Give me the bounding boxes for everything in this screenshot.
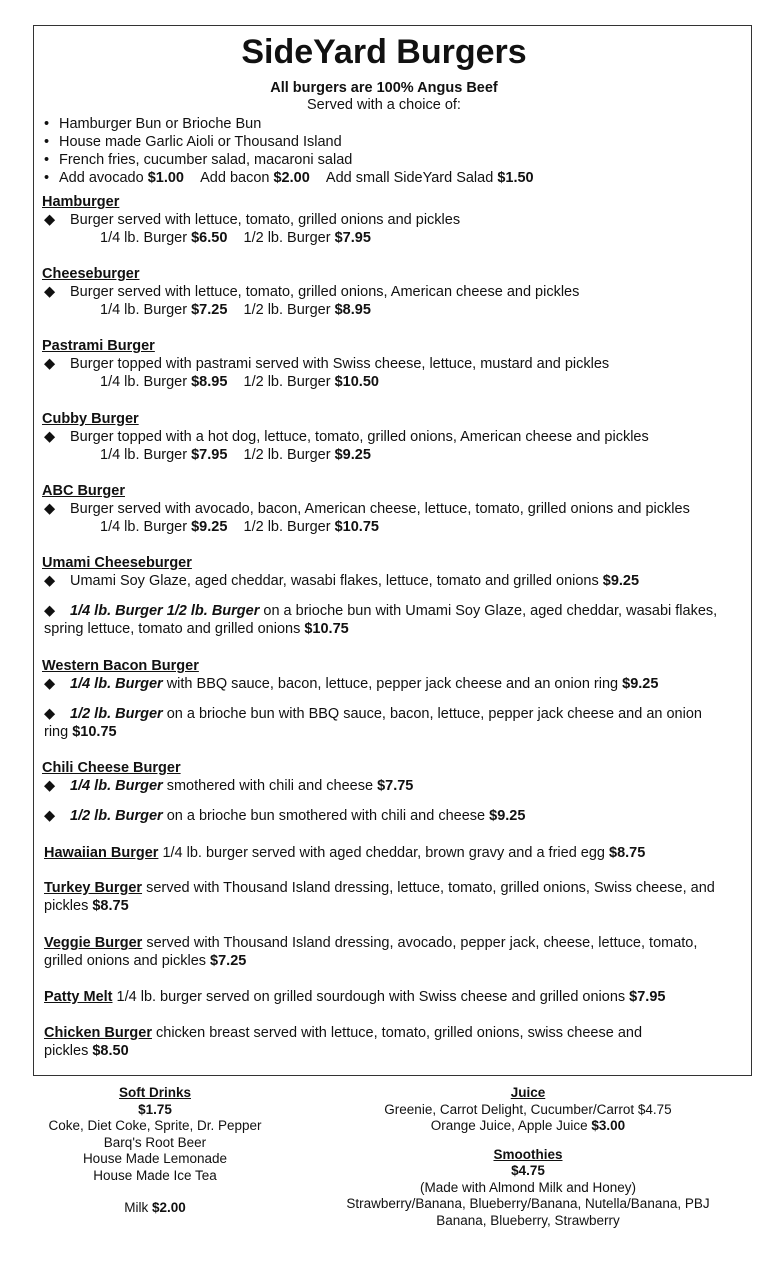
served-with: Served with a choice of: xyxy=(307,97,461,113)
section-heading: ABC Burger xyxy=(42,482,125,499)
menu-item: ◆ 1/4 lb. Burger with BBQ sauce, bacon, lettuce, pepper jack cheese and an onion ring $9.25 xyxy=(44,676,659,692)
section-heading: Pastrami Burger xyxy=(42,338,155,355)
menu-item: Hawaiian Burger 1/4 lb. burger served with aged cheddar, brown gravy and a fried egg $8.75 xyxy=(44,845,646,861)
price-line: 1/4 lb. Burger $7.95 1/2 lb. Burger $9.25 xyxy=(100,446,371,463)
section-heading: Cubby Burger xyxy=(42,410,139,427)
addons-line: • Add avocado $1.00 Add bacon $2.00 Add small SideYard Salad $1.50 xyxy=(44,170,534,186)
menu-item: Chicken Burger chicken breast served with lettuce, tomato, grilled onions, swiss cheese and pickles $8.50 xyxy=(44,1025,643,1059)
menu-item: ◆ 1/2 lb. Burger on a brioche bun smothered with chili and cheese $9.25 xyxy=(44,808,526,824)
menu-item: ◆ Burger topped with pastrami served with Swiss cheese, lettuce, mustard and pickles xyxy=(44,356,610,373)
section-heading: Western Bacon Burger xyxy=(42,658,199,674)
menu-item: Veggie Burger served with Thousand Island dressing, avocado, pepper jack, cheese, lettuce, tomato, grilled onions and pickles $7.25 xyxy=(44,935,698,969)
section-heading: Hamburger xyxy=(42,194,120,210)
menu-item: ◆ 1/4 lb. Burger 1/2 lb. Burger on a brioche bun with Umami Soy Glaze, aged cheddar, wasabi flakes, spring lettuce, tomato and grilled onions $10.75 xyxy=(44,603,718,637)
section-heading: Chili Cheese Burger xyxy=(42,760,181,776)
section-heading: Cheeseburger xyxy=(42,266,140,283)
soft-drinks: Soft Drinks $1.75 Coke, Diet Coke, Sprite, Dr. Pepper Barq's Root Beer House Made Lemonade House Made Ice Tea Milk $2.00 xyxy=(48,1085,262,1215)
subtitle: All burgers are 100% Angus Beef xyxy=(270,80,498,96)
menu-item: ◆ 1/4 lb. Burger smothered with chili and cheese $7.75 xyxy=(44,778,414,794)
price-line: 1/4 lb. Burger $9.25 1/2 lb. Burger $10.75 xyxy=(100,518,379,535)
menu-item: ◆ Burger served with avocado, bacon, American cheese, lettuce, tomato, grilled onions and pickles xyxy=(44,500,690,517)
price-line: 1/4 lb. Burger $6.50 1/2 lb. Burger $7.95 xyxy=(100,230,371,246)
price-line: 1/4 lb. Burger $7.25 1/2 lb. Burger $8.95 xyxy=(100,302,371,319)
menu-item: ◆ Burger topped with a hot dog, lettuce, tomato, grilled onions, American cheese and pickles xyxy=(44,428,649,445)
juice-smoothies: Juice Greenie, Carrot Delight, Cucumber/Carrot $4.75 Orange Juice, Apple Juice $3.00 Smoothies $4.75 (Made with Almond Milk and Honey) Strawberry/Banana, Blueberry/Banana, Nutella/Banana, PBJ Banana, Blueberry, Strawberry xyxy=(346,1085,710,1228)
menu-item: ◆ Burger served with lettuce, tomato, grilled onions and pickles xyxy=(44,212,461,228)
menu-item: ◆ Umami Soy Glaze, aged cheddar, wasabi flakes, lettuce, tomato and grilled onions $9.25 xyxy=(44,573,640,589)
menu-title: SideYard Burgers xyxy=(241,33,527,71)
choice-item: • Hamburger Bun or Brioche Bun xyxy=(44,116,262,132)
menu-item: ◆ Burger served with lettuce, tomato, grilled onions, American cheese and pickles xyxy=(44,284,580,301)
choice-item: • French fries, cucumber salad, macaroni salad xyxy=(44,152,353,168)
choice-item: • House made Garlic Aioli or Thousand Island xyxy=(44,134,342,150)
menu-item: Patty Melt 1/4 lb. burger served on grilled sourdough with Swiss cheese and grilled onions $7.95 xyxy=(44,989,666,1005)
price-line: 1/4 lb. Burger $8.95 1/2 lb. Burger $10.50 xyxy=(100,374,379,391)
menu-item: ◆ 1/2 lb. Burger on a brioche bun with BBQ sauce, bacon, lettuce, pepper jack cheese and an onion ring $10.75 xyxy=(44,706,702,740)
menu-item: Turkey Burger served with Thousand Island dressing, lettuce, tomato, grilled onions, Swiss cheese, and pickles $8.75 xyxy=(44,880,715,914)
section-heading: Umami Cheeseburger xyxy=(42,555,192,571)
